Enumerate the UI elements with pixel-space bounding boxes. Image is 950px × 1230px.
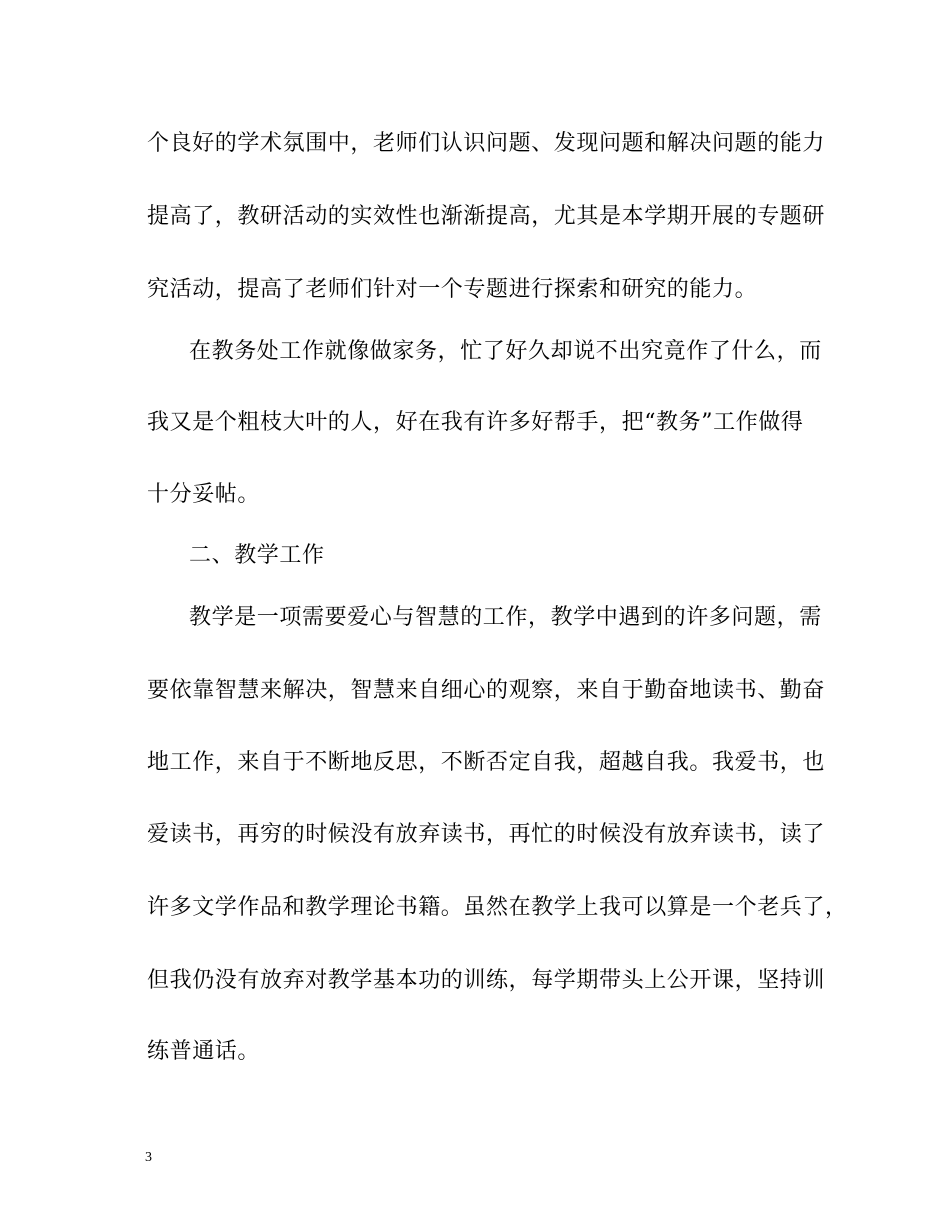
- paragraph-line: 提高了，教研活动的实效性也渐渐提高，尤其是本学期开展的专题研: [147, 204, 826, 229]
- page-number: 3: [145, 1150, 152, 1165]
- paragraph-line: 在教务处工作就像做家务，忙了好久却说不出究竟作了什么，而: [189, 339, 822, 364]
- paragraph-line: 十分妥帖。: [147, 482, 261, 507]
- paragraph-line: 练普通话。: [147, 1039, 261, 1064]
- paragraph-line: 教学是一项需要爱心与智慧的工作，教学中遇到的许多问题，需: [189, 605, 822, 630]
- section-heading: 二、教学工作: [189, 543, 325, 568]
- paragraph-line: 地工作，来自于不断地反思，不断否定自我，超越自我。我爱书，也: [147, 750, 826, 775]
- paragraph-line: 我又是个粗枝大叶的人，好在我有许多好帮手，把“教务”工作做得: [147, 410, 804, 435]
- paragraph-line: 究活动，提高了老师们针对一个专题进行探索和研究的能力。: [147, 277, 758, 302]
- paragraph-line: 个良好的学术氛围中，老师们认识问题、发现问题和解决问题的能力: [147, 131, 826, 156]
- paragraph-line: 许多文学作品和教学理论书籍。虽然在教学上我可以算是一个老兵了，: [147, 895, 848, 920]
- paragraph-line: 但我仍没有放弃对教学基本功的训练，每学期带头上公开课，坚持训: [147, 968, 826, 993]
- paragraph-line: 要依靠智慧来解决，智慧来自细心的观察，来自于勤奋地读书、勤奋: [147, 678, 826, 703]
- paragraph-line: 爱读书，再穷的时候没有放弃读书，再忙的时候没有放弃读书，读了: [147, 822, 826, 847]
